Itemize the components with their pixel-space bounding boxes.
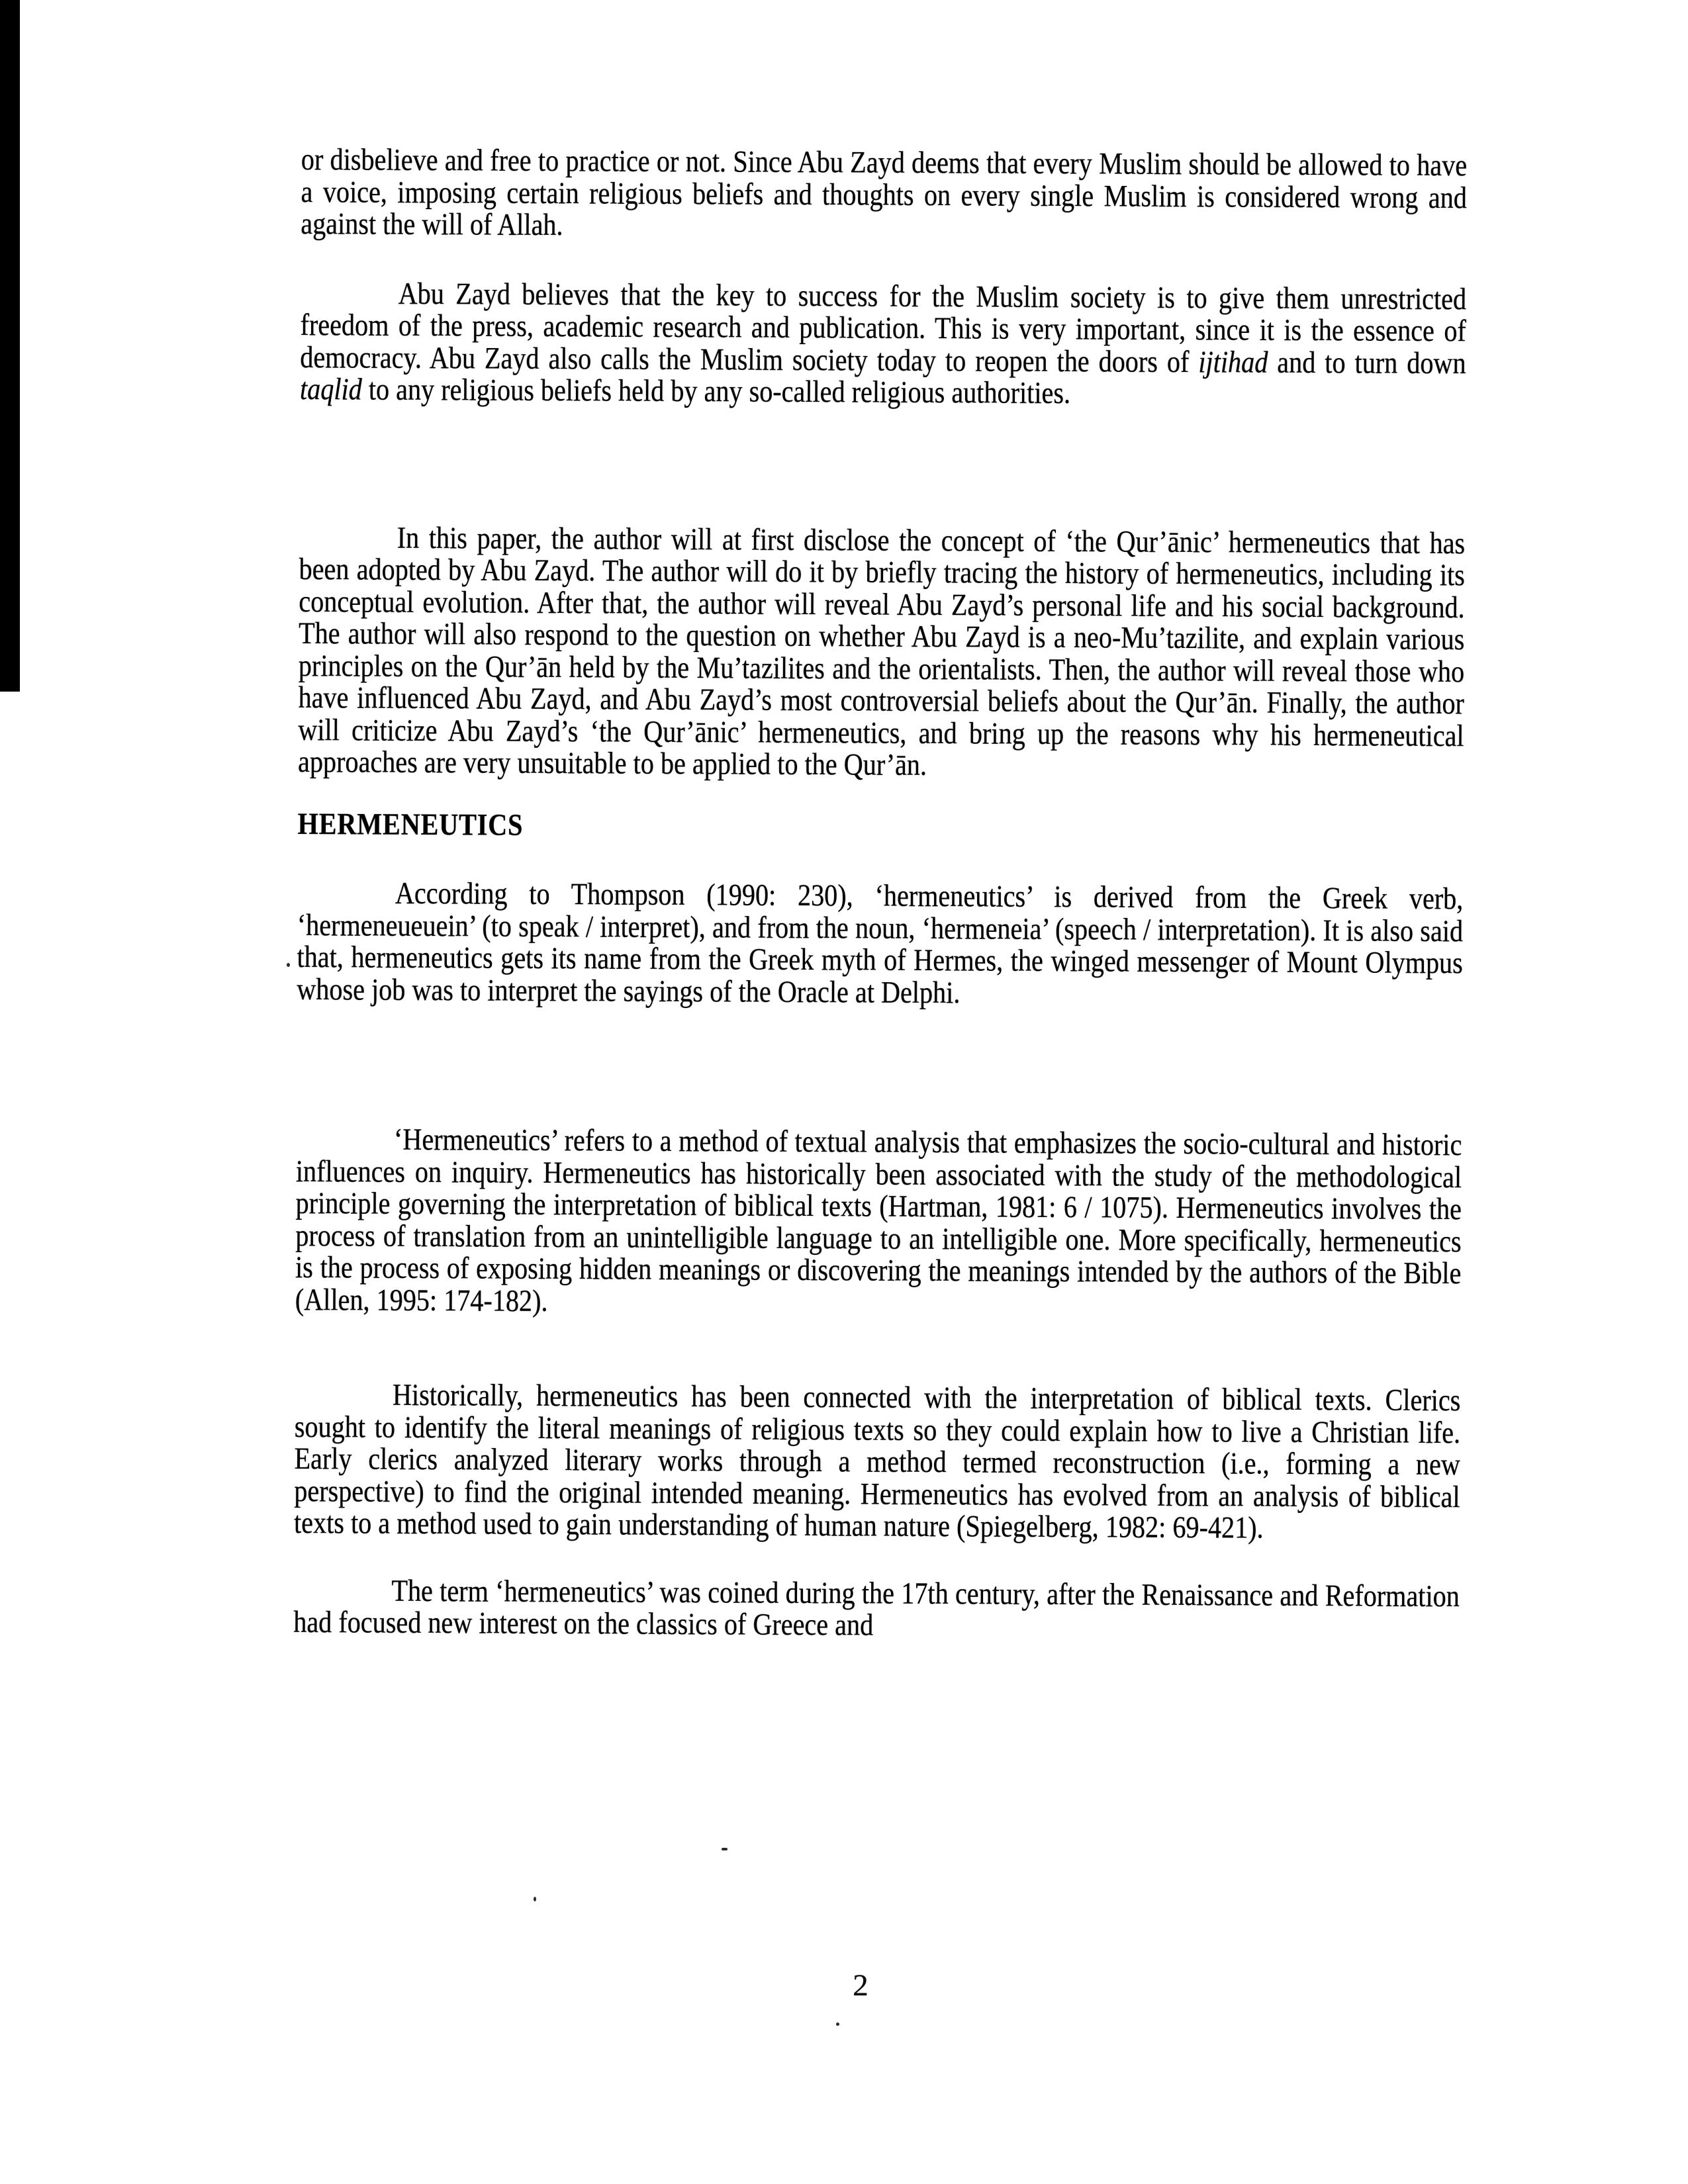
scan-speckle	[836, 2023, 839, 2026]
paragraph	[300, 277, 1466, 411]
section-heading: HERMENEUTICS	[297, 806, 524, 842]
paragraph	[297, 877, 1463, 1011]
paragraph	[293, 1574, 1460, 1644]
paragraph-text: The term ‘hermeneutics’ was coined during the 17th century, after the Renaissance and Reformation had focused new interest on the classics of Greece and	[293, 1573, 1460, 1643]
paragraph-text: Historically, hermeneutics has been connected with the interpretation of biblical texts. Clerics sought to identify the literal meanings of religious texts so they could explain how to live a Christian life. Early clerics analyzed literary works through a method termed reconstruction (i.e., forming a new perspective) to find the original intended meaning. Hermeneutics has evolved from an analysis of biblical texts to a method used to gain understanding of human nature (Spiegelberg, 1982: 69-421).	[293, 1377, 1461, 1545]
paragraph-text: and to turn down	[1268, 345, 1466, 381]
document-text-block	[293, 144, 1467, 1645]
paragraph-text: Abu Zayd believes that the key to success for the Muslim society is to give them unrestricted freedom of the press, academic research and publication. This is very important, since it is the essence of democracy. Abu Zayd also calls the Muslim society today to reopen the doors of	[300, 276, 1467, 379]
scan-speckle	[287, 963, 290, 967]
paragraph-text: to any religious beliefs held by any so-called religious authorities.	[361, 372, 1071, 411]
paragraph-text: According to Thompson (1990: 230), ‘hermeneutics’ is derived from the Greek verb, ‘hermeneueuein’ (to speak / interpret), and from the noun, ‘hermeneia’ (speech / interpretation). It is also said that, hermeneutics gets its name from the Greek myth of Hermes, the winged messenger of Mount Olympus whose job was to interpret the sayings of the Oracle at Delphi.	[297, 876, 1464, 1010]
paragraph	[301, 144, 1467, 246]
paragraph-text: or disbelieve and free to practice or not. Since Abu Zayd deems that every Muslim should be allowed to have a voice, imposing certain religious beliefs and thoughts on every single Muslim is considered wrong and against the will of Allah.	[301, 142, 1468, 243]
paragraph-text: In this paper, the author will at first disclose the concept of ‘the Qur’ānic’ hermeneutics that has been adopted by Abu Zayd. The author will do it by briefly tracing the history of hermeneutics, including its conceptual evolution. After that, the author will reveal Abu Zayd’s personal life and his social background. The author will also respond to the question on whether Abu Zayd is a neo-Mu’tazilite, and explain various principles on the Qur’ān held by the Mu’tazilites and the orientalists. Then, the author will reveal those who have influenced Abu Zayd, and Abu Zayd’s most controversial beliefs about the Qur’ān. Finally, the author will criticize Abu Zayd’s ‘the Qur’ānic’ hermeneutics, and bring up the reasons why his hermeneutical approaches are very unsuitable to be applied to the Qur’ān.	[297, 520, 1466, 782]
paragraph	[295, 1123, 1462, 1322]
paragraph	[294, 1379, 1461, 1545]
paragraph-text: ‘Hermeneutics’ refers to a method of textual analysis that emphasizes the socio-cultural and historic influences on inquiry. Hermeneutics has historically been associated with the study of the methodological principle governing the interpretation of biblical texts (Hartman, 1981: 6 / 1075). Hermeneutics involves the process of translation from an unintelligible language to an intelligible one. More specifically, hermeneutics is the process of exposing hidden meanings or discovering the meanings intended by the authors of the Bible (Allen, 1995: 174-182).	[295, 1122, 1462, 1318]
scan-speckle	[722, 1848, 727, 1850]
scan-edge-artifact	[0, 0, 20, 692]
italic-term: taqlid	[299, 371, 362, 407]
scan-speckle	[534, 1897, 536, 1901]
paragraph	[298, 521, 1465, 784]
page-number: 2	[853, 1968, 868, 2003]
italic-term: ijtihad	[1198, 344, 1268, 380]
